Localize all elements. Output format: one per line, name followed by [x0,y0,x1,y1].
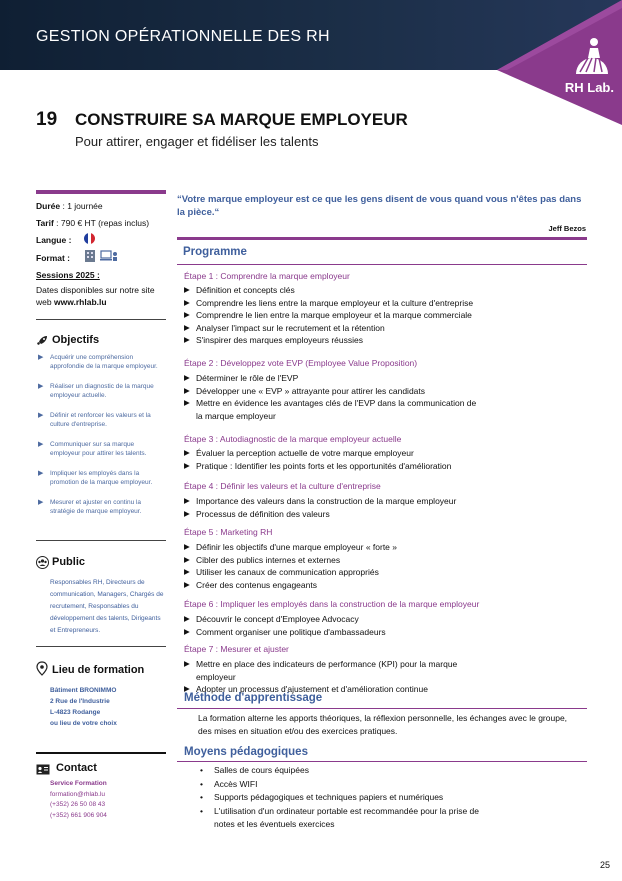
sidebar-divider [36,646,166,647]
moyens-list [200,764,500,832]
page-number: 25 [600,860,611,870]
list-item: ▶ Définir les objectifs d'une marque employeur « forte » [184,541,484,554]
list-item: ▶ Mettre en place des indicateurs de performance (KPI) pour la marque employeur [184,658,484,683]
list-item: ▶ Mesurer et ajuster en continu la stratégie de marque employeur. [38,499,142,515]
step-title: Étape 1 : Comprendre la marque employeur [184,271,350,281]
contact-title: Contact [56,762,97,774]
list-item: ▶ Comprendre le lien entre la marque employeur et la marque commerciale [184,309,484,322]
step-title: Étape 4 : Définir les valeurs et la culture d'entreprise [184,481,381,491]
lieu-line: ou lieu de votre choix [50,720,117,727]
list-item: ▶ Acquérir une compréhension approfondie de la marque employeur. [38,354,158,370]
sessions-text: Dates disponibles sur notre site web [36,285,155,307]
objectifs-list [38,353,166,527]
format-row [36,253,70,263]
moyens-rule [177,761,587,762]
group-icon [36,556,48,568]
public-text: Responsables RH, Directeurs de communication, Managers, Chargés de recrutement, Responsables du développement des talents, Dirigeants et Entrepreneurs. [50,579,164,634]
header-title: GESTION OPÉRATIONNELLE DES RH [36,28,330,45]
step-items [184,495,484,520]
online-training-icon [100,249,118,267]
langue-row [36,235,71,245]
step-items [184,613,484,638]
list-item: ▶ Définition et concepts clés [184,284,484,297]
lieu-line: L-4823 Rodange [50,709,101,716]
step-items [184,372,484,422]
rh-lab-logo-icon [568,34,612,80]
list-item: ▶ Processus de définition des valeurs [184,508,484,521]
arrow-icon: ▶ [38,354,44,361]
list-item: ▶ Définir et renforcer les valeurs et la culture d'entreprise. [38,412,151,428]
arrow-icon: ▶ [38,441,44,448]
list-item: • Accès WIFI [200,778,500,792]
brand-corner [497,0,622,125]
sessions-info [36,284,164,308]
step-items [184,658,484,696]
step-title: Étape 5 : Marketing RH [184,527,273,537]
contact-info [50,779,166,821]
step-items [184,541,484,591]
duree-label: Durée [36,201,61,211]
duree-row [36,201,103,211]
arrow-icon: ▶ [38,499,44,506]
methode-rule [177,708,587,709]
arrow-icon: ▶ [38,470,44,477]
chapter-number: 19 [36,109,58,130]
list-item: ▶ Communiquer sur sa marque employeur pour attirer les talents. [38,441,147,457]
lieu-title: Lieu de formation [52,664,145,676]
brand-name: RH Lab. [564,80,614,95]
step-title: Étape 7 : Mesurer et ajuster [184,644,289,654]
step-items [184,284,484,347]
building-icon [84,249,96,267]
list-item: ▶ Importance des valeurs dans la construction de la marque employeur [184,495,484,508]
arrow-icon: ▶ [38,383,44,390]
list-item: ▶ Comment organiser une politique d'ambassadeurs [184,626,484,639]
contact-service: Service Formation [50,780,107,787]
sidebar-top-bar [36,190,166,194]
programme-title: Programme [183,246,247,258]
list-item: ▶ Comprendre les liens entre la marque employeur et la culture d'entreprise [184,297,484,310]
list-item: ▶ Pratique : Identifier les points forts et les opportunités d'amélioration [184,460,484,473]
list-item: ▶ Analyser l'impact sur le recrutement et la rétention [184,322,484,335]
list-item: ▶ Développer une « EVP » attrayante pour attirer les candidats [184,385,484,398]
list-item: ▶ Adopter un processus d'ajustement et d'amélioration continue [184,683,484,696]
list-item: ▶ Réaliser un diagnostic de la marque employeur actuelle. [38,383,154,399]
moyens-title: Moyens pédagogiques [184,746,308,758]
sidebar-divider [36,540,166,541]
list-item: ▶ S'inspirer des marques employeurs réussies [184,334,484,347]
duree-value: : 1 journée [62,201,103,211]
tarif-value: : 790 € HT (repas inclus) [56,218,150,228]
list-item: ▶ Découvrir le concept d'Employee Advocacy [184,613,484,626]
lieu-line: 2 Rue de l'Industrie [50,698,110,705]
step-title: Étape 2 : Développez vote EVP (Employee Value Proposition) [184,358,418,368]
location-pin-icon [36,661,48,673]
list-item: • Supports pédagogiques et techniques papiers et numériques [200,791,500,805]
tarif-label: Tarif [36,218,54,228]
step-title: Étape 6 : Impliquer les employés dans la construction de la marque employeur [184,599,480,609]
rocket-icon [36,334,48,346]
tarif-row [36,218,149,228]
list-item: ▶ Créer des contenus engageants [184,579,484,592]
contact-email[interactable]: formation@rhlab.lu [50,790,106,798]
contact-phone[interactable]: (+352) 26 50 08 43 [50,801,106,808]
objectifs-title: Objectifs [52,334,100,346]
list-item: • Salles de cours équipées [200,764,500,778]
methode-text: La formation alterne les apports théoriques, la réflexion personnelle, les échanges avec le groupe, des mises en situation et/ou des exercices pratiques. [198,713,568,736]
langue-label: Langue : [36,235,72,245]
lieu-address [50,685,166,729]
sidebar-divider [36,319,166,320]
contact-card-icon [36,762,50,774]
list-item: ▶ Impliquer les employés dans la promotion de la marque employeur. [38,470,153,486]
lieu-line: Bâtiment BRONIMMO [50,687,117,694]
main-top-bar [177,237,587,240]
list-item: ▶ Utiliser les canaux de communication appropriés [184,566,484,579]
sessions-link[interactable]: www.rhlab.lu [53,297,107,307]
chapter-subtitle: Pour attirer, engager et fidéliser les talents [75,134,319,149]
list-item: ▶ Évaluer la perception actuelle de votre marque employeur [184,447,484,460]
methode-title: Méthode d'apprentissage [184,692,323,704]
public-title: Public [52,556,86,568]
list-item: • L'utilisation d'un ordinateur portable est recommandée pour la prise de notes et les éventuels exercices [200,805,500,832]
list-item: ▶ Cibler des publics internes et externes [184,554,484,567]
sidebar-divider [36,752,166,754]
step-items [184,447,484,472]
french-flag-icon [84,233,95,244]
quote-text: “Votre marque employeur est ce que les gens disent de vous quand vous n'êtes pas dans la pièce.“ [177,194,582,218]
chapter-title: CONSTRUIRE SA MARQUE EMPLOYEUR [75,110,408,129]
format-label: Format : [36,253,70,263]
quote-author: Jeff Bezos [548,224,586,233]
programme-rule [177,264,587,265]
contact-phone[interactable]: (+352) 661 906 904 [50,811,107,819]
step-title: Étape 3 : Autodiagnostic de la marque employeur actuelle [184,434,402,444]
list-item: ▶ Déterminer le rôle de l'EVP [184,372,484,385]
sessions-label: Sessions 2025 : [36,270,100,280]
list-item: ▶ Mettre en évidence les avantages clés de l'EVP dans la communication de la marque employeur [184,397,484,422]
arrow-icon: ▶ [38,412,44,419]
